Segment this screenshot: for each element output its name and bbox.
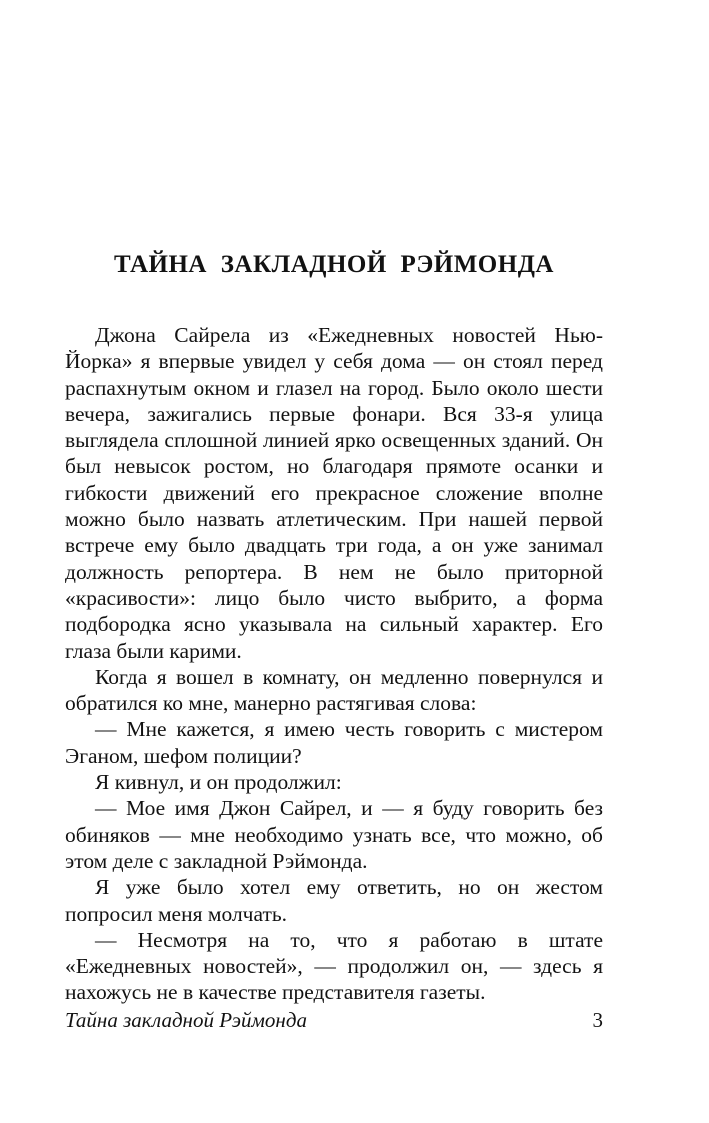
paragraph-6: Я уже было хотел ему ответить, но он жестом попросил меня молчать. xyxy=(65,875,603,926)
paragraph-4: Я кивнул, и он продолжил: xyxy=(95,770,342,795)
paragraph-7-dialogue: — Несмотря на то, что я работаю в штате «Ежедневных новостей», — продолжил он, — здесь я нахожусь не в качестве представителя газеты. xyxy=(65,927,603,1005)
paragraph-1: Джона Сайрела из «Ежедневных новостей Нью-Йорка» я впервые увидел у себя дома — он стоял перед распахнутым окном и глазел на город. Было около шести вечера, зажигались первые фонари. Вся 33-я улица выглядела сплошной линией ярко освещенных зданий. Он был невысок ростом, но благодаря прямоте осанки и гибкости движений его прекрасное сложение вполне можно было назвать атлетическим. При нашей первой встрече ему было двадцать три года, а он уже занимал должность репортера. В нем не было приторной «красивости»: лицо было чисто выбрито, а форма подбородка ясно указывала на сильный характер. Его глаза были карими. xyxy=(65,323,603,663)
paragraph-2: Когда я вошел в комнату, он медленно повернулся и обратился ко мне, манерно растягивая слова: xyxy=(65,664,603,716)
paragraph-5-dialogue: — Мое имя Джон Сайрел, и — я буду говорить без обиняков — мне необходимо узнать все, что можно, об этом деле с закладной Рэймонда. xyxy=(65,796,603,873)
text-block xyxy=(65,252,603,1006)
page-title: ТАЙНА ЗАКЛАДНОЙ РЭЙМОНДА xyxy=(114,251,554,278)
paragraph-3-dialogue: — Мне кажется, я имею честь говорить с мистером Эганом, шефом полиции? xyxy=(65,717,603,768)
page-footer xyxy=(65,1007,603,1033)
running-title: Тайна закладной Рэймонда xyxy=(65,1008,307,1032)
page-number: 3 xyxy=(592,1008,603,1032)
body-text xyxy=(65,322,603,1006)
